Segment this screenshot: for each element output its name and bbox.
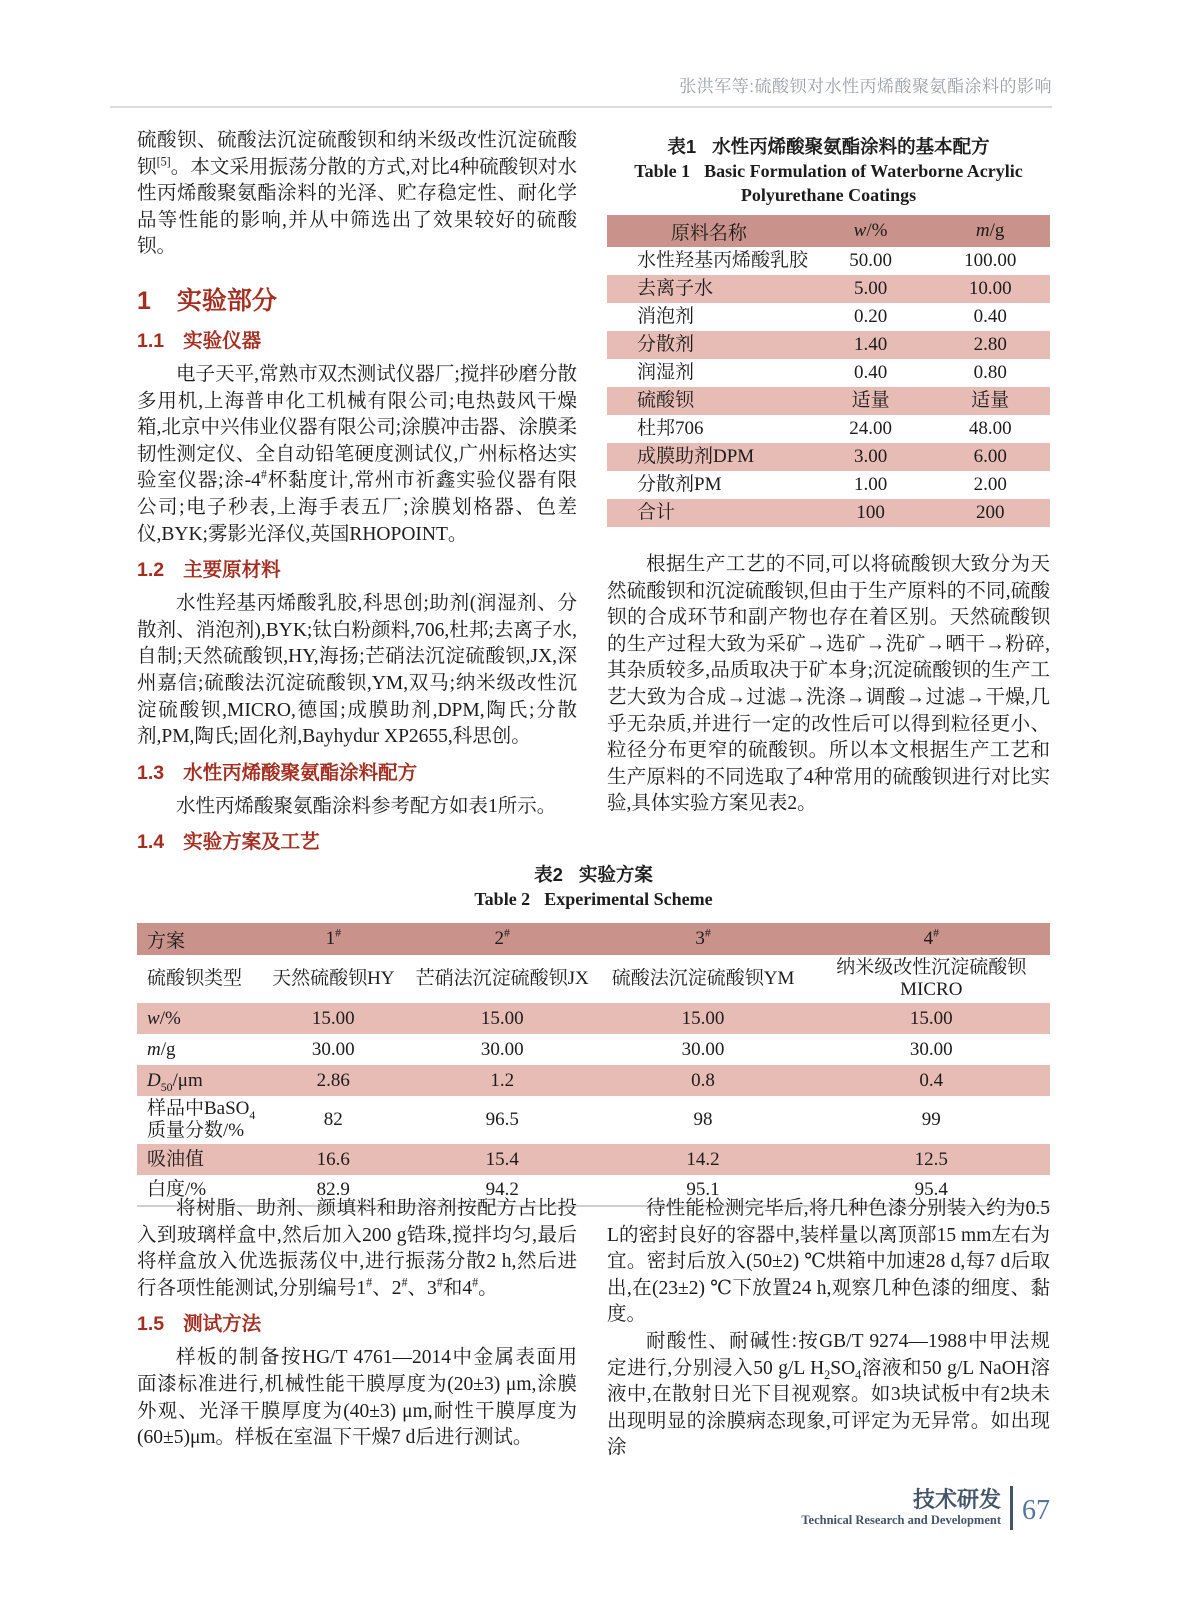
table1-caption-label: 表1 [667,136,697,157]
footer-section-name-en: Technical Research and Development [801,1512,1001,1527]
table-cell: 润湿剂 [637,362,695,383]
table-row [607,359,1050,387]
table2-header-cell: 方案 [147,930,186,952]
table-cell: 96.5 [485,1109,519,1130]
table2 [137,923,1050,1207]
table-cell: m/g [147,1038,176,1060]
table-cell: 30.00 [681,1038,725,1060]
section-number: 1.4 [137,831,165,854]
table-cell: 95.4 [914,1179,948,1200]
table-cell: 2.00 [973,474,1007,495]
table2-caption-en-text: Experimental Scheme [544,889,713,909]
running-head [110,72,1052,108]
table-cell: 10.00 [968,278,1012,299]
table1-caption-en-text: Basic Formulation of Waterborne Acrylic [704,161,1023,181]
page-footer [801,1486,1050,1530]
table2-caption-en-label: Table 2 [474,889,531,909]
table-cell: 200 [975,502,1005,523]
table-cell: 94.2 [485,1179,519,1200]
table-cell: 纳米级改性沉淀硫酸钡MICRO [836,957,1027,1000]
table-row [607,415,1050,443]
table2-caption-label: 表2 [534,864,563,885]
section-heading-1-3 [137,760,577,787]
table2-caption-en [137,887,1050,911]
table-cell: 98 [693,1109,713,1130]
table-cell: 3.00 [853,446,888,467]
table-row [607,443,1050,471]
table2-caption-text: 实验方案 [578,864,653,885]
table2-header-cell: 2# [494,926,510,949]
table-cell: 100 [856,502,885,523]
running-head-title: 张洪军等:硫酸钡对水性丙烯酸聚氨酯涂料的影响 [679,77,1052,96]
page-number: 67 [1022,1495,1050,1526]
table-cell: 1.00 [853,474,888,495]
section-title: 主要原材料 [183,559,281,582]
table-cell: 15.00 [311,1007,355,1029]
section-title: 水性丙烯酸聚氨酯涂料配方 [183,761,418,784]
section-title: 实验仪器 [183,329,262,352]
table-cell: 30.00 [480,1038,524,1060]
footer-section-labels [801,1488,1001,1529]
table-cell: 0.20 [853,306,888,327]
section-number: 1.2 [137,559,165,582]
right-column [607,128,1050,863]
table-cell: 硫酸法沉淀硫酸钡YM [611,968,795,989]
table-row [137,1003,1050,1034]
table-cell: 去离子水 [637,278,714,299]
table-cell: 6.00 [973,446,1007,467]
table-cell: 15.00 [480,1007,524,1029]
table-cell: 95.1 [686,1179,720,1200]
section-heading-1-5 [137,1311,577,1338]
table-cell: 14.2 [686,1148,720,1170]
table2-block [137,856,1050,1207]
table-cell: 100.00 [964,250,1017,271]
table-cell: 0.80 [973,362,1007,383]
table-row [137,1096,1050,1144]
table1-header-row [607,215,1050,247]
table-cell: 82 [323,1109,343,1130]
table-cell: 30.00 [909,1038,953,1060]
table-cell: 2.80 [973,334,1007,355]
table-cell: 硫酸钡 [637,390,695,411]
table-cell: 分散剂 [637,334,695,355]
table-cell: 50.00 [849,250,892,271]
footer-section-name-cn: 技术研发 [912,1486,1001,1512]
paragraph-materials: 水性羟基丙烯酸乳胶,科思创;助剂(润湿剂、分散剂、消泡剂),BYK;钛白粉颜料,706,杜邦;去离子水,自制;天然硫酸钡,HY,海扬;芒硝法沉淀硫酸钡,JX,深州嘉信;硫酸法沉淀硫酸钡,YM,双马;纳米级改性沉淀硫酸钡,MICRO,德国;成膜助剂,DPM,陶氏;分散剂,PM,陶氏;固化剂,Bayhydur XP2655,科思创。 [137,593,577,748]
paragraph-process-overview: 根据生产工艺的不同,可以将硫酸钡大致分为天然硫酸钡和沉淀硫酸钡,但由于生产原料的不同,硫酸钡的合成环节和副产物也存在着区别。天然硫酸钡的生产过程大致为采矿→选矿→洗矿→晒干→粉碎,其杂质较多,品质取决于矿本身;沉淀硫酸钡的生产工艺大致为合成→过滤→洗涤→调酸→过滤→干燥,几乎无杂质,并进行一定的改性后可以得到粒径更小、粒径分布更窄的硫酸钡。所以本文根据生产工艺和生产原料的不同选取了4种常用的硫酸钡进行对比实验,具体实验方案见表2。 [607,554,1050,815]
paragraph-dispersion-procedure: 将树脂、助剂、颜填料和助溶剂按配方占比投入到玻璃样盒中,然后加入200 g锆珠,搅拌均匀,最后将样盒放入优选振荡仪中,进行振荡分散2 h,然后进行各项性能测试,分别编号1#、2#、3#和4#。 [137,1198,577,1299]
table2-header-cell: 3# [695,926,711,949]
section-number: 1.3 [137,761,165,784]
table1-header-cell: m/g [975,220,1005,241]
bottom-left-column [137,1196,577,1462]
table-cell: 成膜助剂DPM [637,446,755,467]
table-cell: 硫酸钡类型 [147,968,243,989]
bottom-two-column-area [137,1196,1050,1462]
table-row [607,303,1050,331]
table-cell: 水性羟基丙烯酸乳胶 [637,250,809,271]
table-cell: 样品中BaSO$_4$ 质量分数/% [147,1098,256,1141]
table-cell: 分散剂PM [637,474,722,495]
table-cell: 1.40 [853,334,888,355]
section-heading-1-1 [137,328,577,355]
section-number: 1.1 [137,329,165,352]
paragraph-acid-alkali-test: 耐酸性、耐碱性:按GB/T 9274—1988中甲法规定进行,分别浸入50 g/L $H_2SO_4$溶液和50 g/L NaOH溶液中,在散射日光下目视观察。如3块试板中有2块未出现明显的涂膜病态现象,可评定为无异常。如出现涂 [607,1330,1050,1459]
table1-caption-cn [607,134,1050,159]
table-row [607,387,1050,415]
table1-header-cell: 原料名称 [670,222,747,244]
table2-header-cell: 1# [325,926,341,949]
table-cell: 5.00 [853,278,888,299]
table-cell: 芒硝法沉淀硫酸钡JX [415,968,589,989]
footer-divider-bar [1010,1486,1013,1530]
table2-header-cell: 4# [923,926,939,949]
table-cell: 82.9 [316,1179,350,1200]
table-cell: 99 [921,1109,941,1130]
table-row [607,331,1050,359]
section-title: 测试方法 [183,1313,262,1336]
table-cell: 12.5 [914,1148,948,1170]
section-heading-1-4 [137,829,577,856]
table-row [607,275,1050,303]
table-row [137,1034,1050,1065]
table-cell: 适量 [851,390,890,411]
section-number: 1 [137,286,151,315]
table-cell: 杜邦706 [637,418,704,439]
table-row [137,1144,1050,1175]
table-cell: 0.40 [853,362,888,383]
table-cell: 15.4 [485,1148,519,1170]
table-cell: 白度/% [147,1179,207,1200]
table-row [607,499,1050,527]
table1-caption-text: 水性丙烯酸聚氨酯涂料的基本配方 [712,136,990,157]
paragraph-instruments: 电子天平,常熟市双杰测试仪器厂;搅拌砂磨分散多用机,上海普申化工机械有限公司;电热鼓风干燥箱,北京中兴伟业仪器有限公司;涂膜冲击器、涂膜柔韧性测定仪、全自动铅笔硬度测试仪,广州标格达实验室仪器;涂-4#杯黏度计,常州市祈鑫实验仪器有限公司;电子秒表,上海手表五厂;涂膜划格器、色差仪,BYK;雾影光泽仪,英国RHOPOINT。 [137,363,577,545]
section-title: 实验方案及工艺 [183,831,320,854]
table-cell: 1.2 [490,1069,515,1091]
table-cell: 0.40 [973,306,1007,327]
table-cell: 30.00 [311,1038,355,1060]
table2-caption-cn [137,862,1050,887]
paragraph-intro: 硫酸钡、硫酸法沉淀硫酸钡和纳米级改性沉淀硫酸钡[5]。本文采用振荡分散的方式,对比4种硫酸钡对水性丙烯酸聚氨酯涂料的光泽、贮存稳定性、耐化学品等性能的影响,并从中筛选出了效果较好的硫酸钡。 [137,130,577,258]
table-cell: 吸油值 [147,1148,205,1170]
section-number: 1.5 [137,1313,165,1336]
bottom-right-column [607,1196,1050,1462]
paragraph-formulation-ref: 水性丙烯酸聚氨酯涂料参考配方如表1所示。 [176,795,557,817]
table1-header-cell: w/% [853,220,888,241]
table-cell: 合计 [637,502,676,523]
table-row [607,471,1050,499]
table-cell: 24.00 [849,418,892,439]
table-cell: 48.00 [968,418,1012,439]
table-cell: $D_{50}/\mu m$ [147,1069,203,1094]
table1-caption-en [607,159,1050,183]
table-cell: 天然硫酸钡HY [272,968,395,989]
table-row [137,1065,1050,1096]
table-cell: 消泡剂 [637,306,695,327]
section-title: 实验部分 [176,286,277,315]
table-row [607,247,1050,275]
table-cell: 0.4 [919,1069,944,1091]
table-cell: 0.8 [691,1069,715,1091]
section-heading-1-2 [137,557,577,584]
table1 [607,215,1050,527]
table-cell: 15.00 [909,1007,953,1029]
table1-caption-en-line2: Polyurethane Coatings [740,185,917,205]
section-heading-1 [137,285,577,317]
paragraph-panel-prep: 样板的制备按HG/T 4761—2014中金属表面用面漆标准进行,机械性能干膜厚度为(20±3) μm,涂膜外观、光泽干膜厚度为(40±3) μm,耐性干膜厚度为(60±5)μm。样板在室温下干燥7 d后进行测试。 [137,1347,577,1449]
left-column [137,128,577,863]
table-cell: 16.6 [316,1148,350,1170]
table-row [137,955,1050,1003]
table1-body [607,247,1050,527]
table-cell: w/% [147,1007,181,1029]
table1-caption-en-label: Table 1 [634,161,691,181]
table2-header-row [137,923,1050,955]
paragraph-storage-test: 待性能检测完毕后,将几种色漆分别装入约为0.5 L的密封良好的容器中,装样量以离顶部15 mm左右为宜。密封后放入(50±2) ℃烘箱中加速28 d,每7 d后取出,在(23±2) ℃下放置24 h,观察几种色漆的细度、黏度。 [607,1198,1050,1326]
table-cell: 适量 [971,390,1010,411]
main-two-column-area [137,128,1050,863]
table2-body [137,955,1050,1206]
table-cell: 2.86 [316,1069,350,1091]
table-cell: 15.00 [681,1007,725,1029]
